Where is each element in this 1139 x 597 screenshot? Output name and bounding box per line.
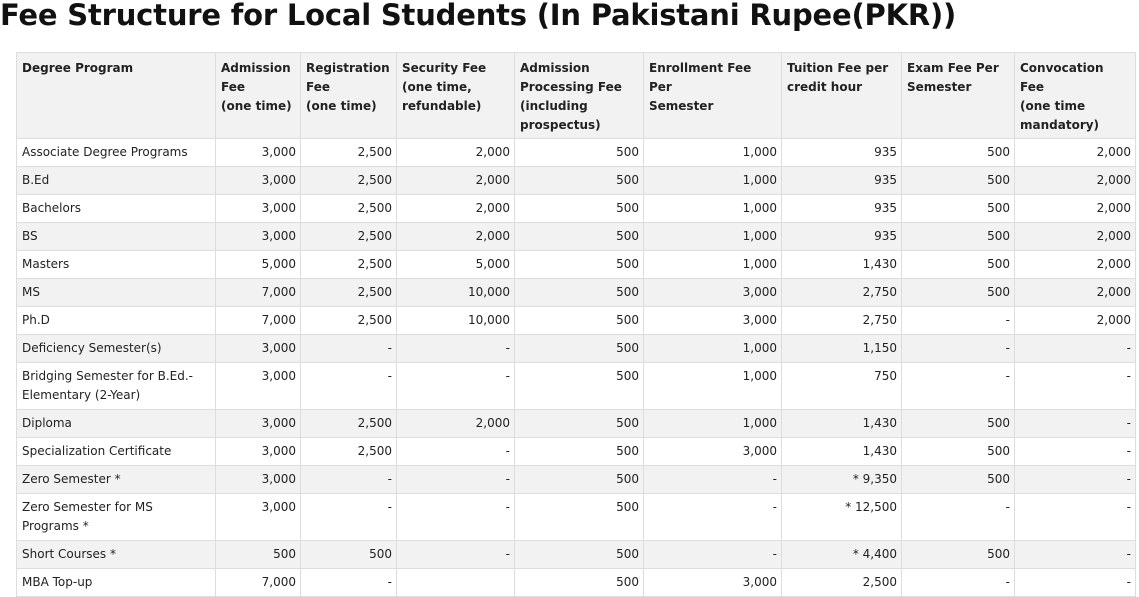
fee-cell: 500	[902, 251, 1015, 279]
fee-cell: 2,500	[301, 279, 397, 307]
fee-cell: -	[902, 569, 1015, 597]
fee-cell: 2,000	[397, 410, 515, 438]
degree-program-name: Bridging Semester for B.Ed.-	[22, 369, 193, 383]
fee-cell: -	[644, 494, 782, 541]
fee-cell: 2,000	[397, 167, 515, 195]
column-header-line: Exam Fee Per	[907, 61, 999, 75]
degree-program-cell	[17, 223, 216, 251]
table-row	[17, 139, 1136, 167]
fee-cell: 500	[515, 410, 644, 438]
column-header-line: Registration	[306, 61, 390, 75]
fee-cell: 2,500	[301, 251, 397, 279]
fee-cell: 2,500	[301, 223, 397, 251]
fee-cell: 2,000	[1015, 223, 1136, 251]
fee-cell: 3,000	[644, 279, 782, 307]
fee-cell: 500	[515, 223, 644, 251]
fee-cell: 3,000	[216, 195, 301, 223]
degree-program-name: Specialization Certificate	[22, 444, 172, 458]
fee-cell: 2,500	[301, 438, 397, 466]
fee-cell: 500	[515, 251, 644, 279]
fee-cell: -	[397, 466, 515, 494]
fee-cell: 500	[216, 541, 301, 569]
fee-cell: 3,000	[216, 363, 301, 410]
fee-cell: 500	[902, 438, 1015, 466]
fee-cell: 1,000	[644, 139, 782, 167]
table-row	[17, 279, 1136, 307]
column-header	[216, 53, 301, 139]
fee-cell: -	[902, 335, 1015, 363]
fee-cell: -	[397, 494, 515, 541]
table-row	[17, 335, 1136, 363]
fee-cell: 1,000	[644, 251, 782, 279]
column-header-line: Semester	[907, 80, 972, 94]
fee-cell: 1,150	[782, 335, 902, 363]
column-header-line: Fee	[221, 80, 245, 94]
column-header-line: Admission	[221, 61, 291, 75]
fee-cell: 1,000	[644, 410, 782, 438]
fee-cell: 1,430	[782, 438, 902, 466]
fee-cell: -	[902, 363, 1015, 410]
column-header	[515, 53, 644, 139]
degree-program-cell	[17, 466, 216, 494]
fee-cell: -	[397, 335, 515, 363]
column-header	[644, 53, 782, 139]
table-row	[17, 541, 1136, 569]
fee-cell: -	[397, 541, 515, 569]
fee-cell: -	[902, 494, 1015, 541]
degree-program-name: Associate Degree Programs	[22, 145, 188, 159]
fee-cell: 10,000	[397, 307, 515, 335]
degree-program-name: B.Ed	[22, 173, 50, 187]
header-row	[17, 53, 1136, 139]
fee-cell: 7,000	[216, 569, 301, 597]
fee-cell: 500	[515, 541, 644, 569]
degree-program-name: Bachelors	[22, 201, 82, 215]
fee-cell: 1,000	[644, 195, 782, 223]
fee-cell: 7,000	[216, 279, 301, 307]
fee-cell: 500	[902, 167, 1015, 195]
table-body	[17, 139, 1136, 597]
fee-cell: 500	[902, 410, 1015, 438]
degree-program-cell	[17, 494, 216, 541]
degree-program-cell	[17, 363, 216, 410]
degree-program-cell	[17, 410, 216, 438]
fee-cell: 2,000	[1015, 195, 1136, 223]
fee-cell: * 12,500	[782, 494, 902, 541]
degree-program-cell	[17, 541, 216, 569]
fee-cell: 3,000	[216, 139, 301, 167]
degree-program-name: Ph.D	[22, 313, 50, 327]
fee-cell: 1,000	[644, 223, 782, 251]
column-header	[1015, 53, 1136, 139]
table-row	[17, 569, 1136, 597]
fee-cell: 935	[782, 139, 902, 167]
fee-cell: -	[644, 541, 782, 569]
fee-cell: -	[301, 569, 397, 597]
column-header	[301, 53, 397, 139]
fee-cell: 3,000	[216, 167, 301, 195]
fee-cell: 2,000	[1015, 167, 1136, 195]
column-header-line: Fee	[306, 80, 330, 94]
table-header	[17, 53, 1136, 139]
fee-cell: 1,000	[644, 335, 782, 363]
column-header-line: Tuition Fee per	[787, 61, 889, 75]
fee-cell: 500	[515, 438, 644, 466]
fee-cell: -	[397, 363, 515, 410]
fee-cell: 500	[515, 494, 644, 541]
fee-cell: -	[644, 466, 782, 494]
fee-cell: -	[1015, 410, 1136, 438]
table-row	[17, 223, 1136, 251]
column-header-line: (one time	[1020, 99, 1086, 113]
fee-cell: -	[301, 466, 397, 494]
fee-cell: 2,000	[1015, 139, 1136, 167]
degree-program-name-line2: Elementary (2-Year)	[22, 388, 141, 402]
degree-program-cell	[17, 307, 216, 335]
fee-cell: -	[1015, 541, 1136, 569]
degree-program-cell	[17, 195, 216, 223]
fee-cell: 2,500	[301, 195, 397, 223]
fee-structure-table	[16, 52, 1136, 597]
fee-cell: * 4,400	[782, 541, 902, 569]
column-header-line: Security Fee	[402, 61, 487, 75]
column-header-line: Admission	[520, 61, 590, 75]
degree-program-cell	[17, 438, 216, 466]
column-header-line: Semester	[649, 99, 714, 113]
degree-program-name: Masters	[22, 257, 70, 271]
column-header	[397, 53, 515, 139]
column-header-line: prospectus)	[520, 118, 601, 132]
fee-cell: 5,000	[397, 251, 515, 279]
fee-cell: 935	[782, 223, 902, 251]
fee-cell: 3,000	[644, 438, 782, 466]
fee-cell: 2,000	[1015, 279, 1136, 307]
column-header-line: (including	[520, 99, 588, 113]
column-header	[902, 53, 1015, 139]
column-header-line: mandatory)	[1020, 118, 1100, 132]
fee-cell: 3,000	[216, 438, 301, 466]
degree-program-name: Zero Semester *	[22, 472, 121, 486]
fee-cell: 500	[902, 195, 1015, 223]
fee-cell: 5,000	[216, 251, 301, 279]
fee-cell: 2,750	[782, 279, 902, 307]
fee-cell: -	[1015, 569, 1136, 597]
degree-program-cell	[17, 569, 216, 597]
fee-cell: -	[301, 494, 397, 541]
column-header-line: (one time)	[306, 99, 377, 113]
table-row	[17, 167, 1136, 195]
column-header-line: credit hour	[787, 80, 863, 94]
page-title: Fee Structure for Local Students (In Pakistani Rupee(PKR))	[0, 0, 957, 32]
fee-cell: -	[1015, 363, 1136, 410]
degree-program-name: BS	[22, 229, 38, 243]
fee-cell: -	[902, 307, 1015, 335]
fee-cell: 10,000	[397, 279, 515, 307]
fee-cell: 500	[515, 167, 644, 195]
fee-cell: 500	[515, 466, 644, 494]
table-row	[17, 410, 1136, 438]
fee-cell: 2,000	[1015, 251, 1136, 279]
column-header-line: (one time,	[402, 80, 472, 94]
fee-cell: 500	[902, 223, 1015, 251]
table-row	[17, 363, 1136, 410]
degree-program-name: Zero Semester for MS Programs *	[22, 500, 153, 533]
table-row	[17, 251, 1136, 279]
degree-program-name: Diploma	[22, 416, 72, 430]
table-row	[17, 466, 1136, 494]
degree-program-name: MBA Top-up	[22, 575, 93, 589]
table-row	[17, 307, 1136, 335]
fee-cell: 935	[782, 167, 902, 195]
fee-cell: -	[1015, 494, 1136, 541]
column-header	[17, 53, 216, 139]
degree-program-cell	[17, 279, 216, 307]
column-header-line: Degree Program	[22, 61, 134, 75]
fee-cell: * 9,350	[782, 466, 902, 494]
fee-cell: 1,000	[644, 167, 782, 195]
fee-cell: 500	[902, 466, 1015, 494]
fee-cell: 935	[782, 195, 902, 223]
fee-cell: 2,000	[1015, 307, 1136, 335]
fee-cell: 3,000	[216, 335, 301, 363]
fee-cell: 1,000	[644, 363, 782, 410]
fee-cell: 500	[301, 541, 397, 569]
fee-cell: 500	[902, 279, 1015, 307]
fee-cell: -	[301, 335, 397, 363]
fee-cell: 500	[515, 363, 644, 410]
fee-cell: -	[397, 438, 515, 466]
fee-cell: 2,500	[301, 410, 397, 438]
fee-cell: 500	[515, 195, 644, 223]
fee-cell: 2,000	[397, 195, 515, 223]
fee-cell: 3,000	[644, 569, 782, 597]
fee-cell: -	[1015, 335, 1136, 363]
column-header-line: refundable)	[402, 99, 482, 113]
fee-cell: -	[301, 363, 397, 410]
fee-cell: 2,500	[301, 139, 397, 167]
column-header	[782, 53, 902, 139]
fee-cell: 2,000	[397, 139, 515, 167]
fee-cell: 1,430	[782, 251, 902, 279]
fee-cell: 3,000	[216, 223, 301, 251]
degree-program-name: MS	[22, 285, 40, 299]
column-header-line: Convocation Fee	[1020, 61, 1104, 94]
fee-cell: 500	[515, 335, 644, 363]
fee-cell: 7,000	[216, 307, 301, 335]
table-row	[17, 494, 1136, 541]
fee-cell: 3,000	[216, 466, 301, 494]
fee-cell: 3,000	[644, 307, 782, 335]
degree-program-cell	[17, 139, 216, 167]
degree-program-name: Short Courses *	[22, 547, 116, 561]
fee-cell: 2,500	[301, 167, 397, 195]
table-row	[17, 195, 1136, 223]
fee-cell: 500	[515, 279, 644, 307]
fee-cell: -	[1015, 438, 1136, 466]
fee-cell: 2,750	[782, 307, 902, 335]
fee-cell: 500	[515, 569, 644, 597]
column-header-line: (one time)	[221, 99, 292, 113]
column-header-line: Processing Fee	[520, 80, 622, 94]
fee-cell: 500	[902, 139, 1015, 167]
fee-cell: 2,500	[782, 569, 902, 597]
table-row	[17, 438, 1136, 466]
fee-cell: 500	[515, 307, 644, 335]
fee-cell: 2,500	[301, 307, 397, 335]
degree-program-name: Deficiency Semester(s)	[22, 341, 162, 355]
degree-program-cell	[17, 167, 216, 195]
fee-cell: 500	[515, 139, 644, 167]
fee-cell: -	[1015, 466, 1136, 494]
fee-cell: 3,000	[216, 494, 301, 541]
fee-cell: 500	[902, 541, 1015, 569]
degree-program-cell	[17, 335, 216, 363]
fee-cell	[397, 569, 515, 597]
fee-cell: 750	[782, 363, 902, 410]
degree-program-cell	[17, 251, 216, 279]
fee-cell: 2,000	[397, 223, 515, 251]
column-header-line: Enrollment Fee Per	[649, 61, 752, 94]
fee-cell: 3,000	[216, 410, 301, 438]
fee-cell: 1,430	[782, 410, 902, 438]
